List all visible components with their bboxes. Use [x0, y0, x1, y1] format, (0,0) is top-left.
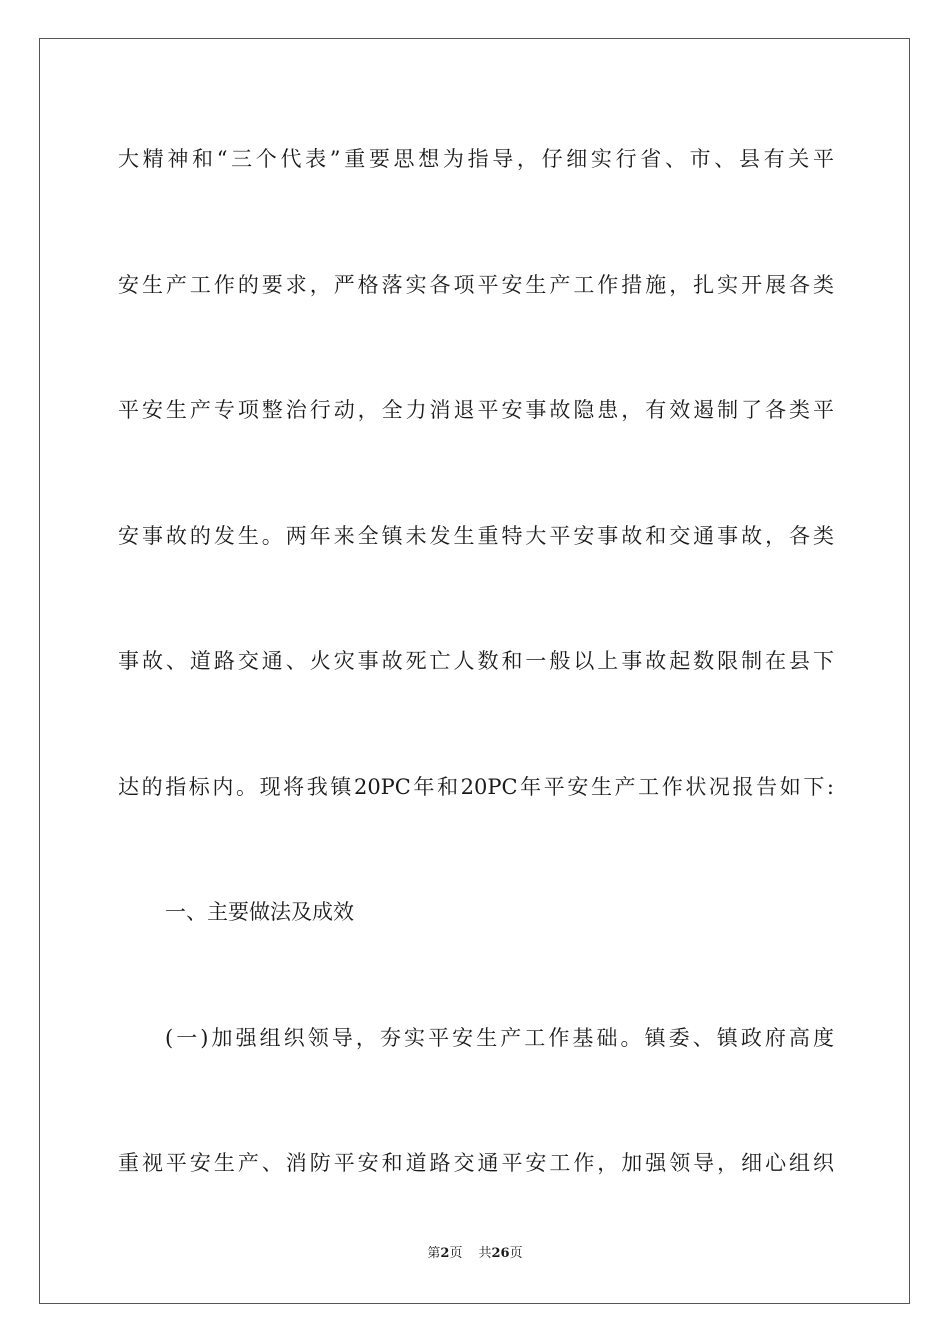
page-number: 2: [440, 1246, 450, 1261]
total-pages: 26: [491, 1246, 510, 1261]
paragraph-line-3: 平安生产专项整治行动，全力消退平安事故隐患，有效遏制了各类平: [118, 398, 834, 422]
paragraph-line-5: 事故、道路交通、火灾事故死亡人数和一般以上事故起数限制在县下: [118, 649, 834, 673]
total-label-prefix: 共: [478, 1246, 492, 1261]
paragraph-line-4: 安事故的发生。两年来全镇未发生重特大平安事故和交通事故，各类: [118, 524, 834, 548]
paragraph-line-2: 安生产工作的要求，严格落实各项平安生产工作措施，扎实开展各类: [118, 273, 834, 297]
page-label-prefix: 第: [427, 1246, 441, 1261]
paragraph-line-1: 大精神和“三个代表”重要思想为指导，仔细实行省、市、县有关平: [118, 147, 834, 171]
section-heading: 一、主要做法及成效: [165, 900, 354, 924]
total-label-suffix: 页: [509, 1246, 523, 1261]
page-footer: [0, 1245, 950, 1263]
page-label-suffix: 页: [449, 1246, 463, 1261]
paragraph-line-6: 达的指标内。现将我镇20PC年和20PC年平安生产工作状况报告如下:: [118, 775, 834, 799]
paragraph-line-9: 重视平安生产、消防平安和道路交通平安工作，加强领导，细心组织: [118, 1151, 834, 1175]
paragraph-line-8: (一)加强组织领导，夯实平安生产工作基础。镇委、镇政府高度: [165, 1026, 834, 1050]
